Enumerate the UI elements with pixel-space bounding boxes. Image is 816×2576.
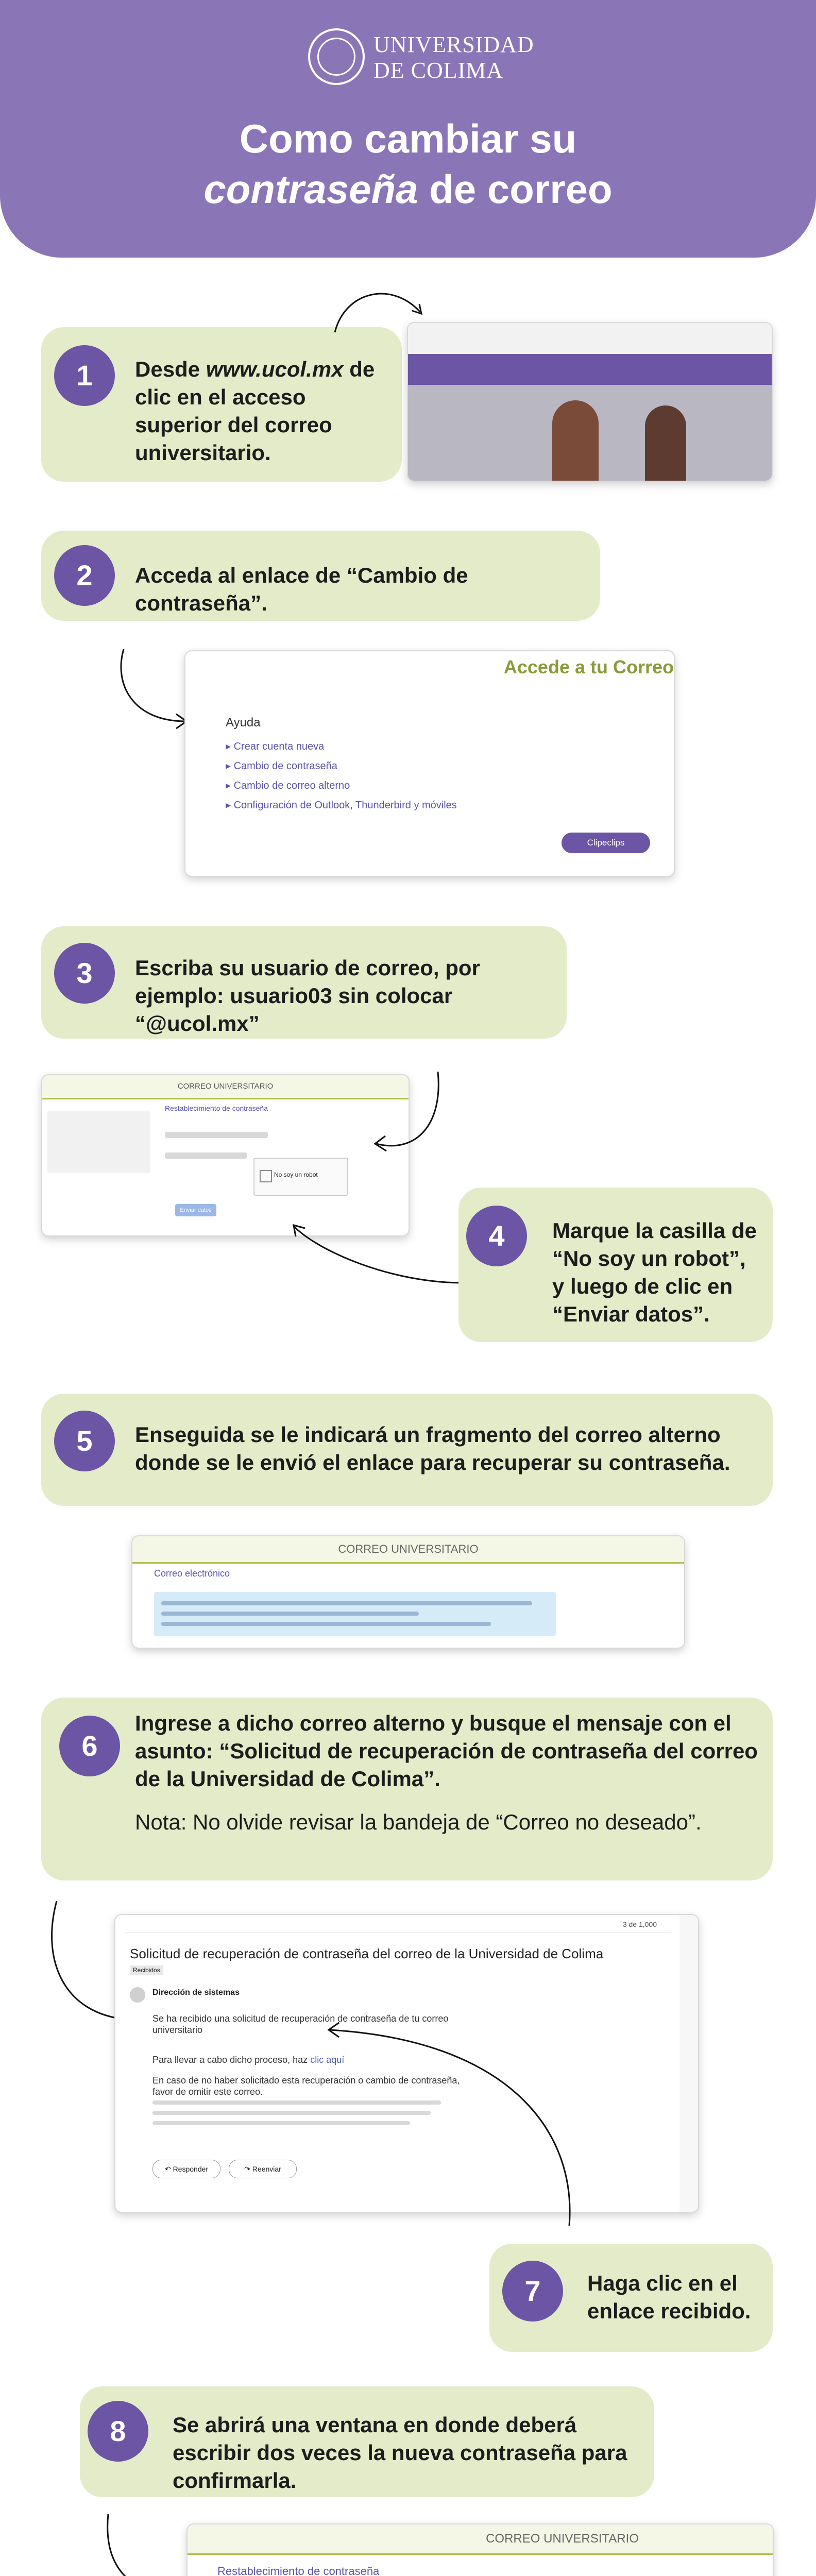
step-4-number: 4	[466, 1206, 527, 1266]
login-heading: Accede a tu Correo	[503, 656, 674, 677]
step-6-number: 6	[59, 1716, 120, 1776]
email-sender: Dirección de sistemas	[152, 1988, 240, 1997]
step-7-arrow	[309, 1999, 577, 2241]
new-password-screenshot	[186, 2523, 774, 2576]
forward-button[interactable]: ↷ Reenviar	[229, 2160, 297, 2178]
step-5-text: Enseguida se le indicará un fragmento del correo alterno donde se le envió el enlace para recuperar su contraseña.	[135, 1422, 730, 1475]
step-3-4-arrow	[288, 1066, 453, 1283]
reset-panel-title: Restablecimiento de contraseña	[165, 1104, 268, 1112]
link-cambio-contrasena[interactable]: ▸ Cambio de contraseña	[226, 760, 337, 772]
alt-email-section: Correo electrónico	[154, 1568, 230, 1579]
sender-avatar	[130, 1987, 145, 2003]
shot3-send-button[interactable]: Enviar datos	[175, 1204, 216, 1216]
link-configuracion[interactable]: ▸ Configuración de Outlook, Thunderbird y móviles	[226, 800, 457, 811]
step-1-text: Desde www.ucol.mx de clic en el acceso superior del correo universitario.	[135, 357, 375, 465]
reply-button[interactable]: ↶ Responder	[152, 2160, 220, 2178]
step-2-arrow	[113, 644, 196, 732]
step-3-text: Escriba su usuario de correo, por ejemplo: usuario03 sin colocar “@ucol.mx”	[135, 956, 480, 1036]
step-7-number: 7	[502, 2261, 563, 2321]
step-1-number: 1	[54, 345, 115, 406]
university-seal-icon	[308, 28, 365, 85]
help-title: Ayuda	[226, 716, 261, 730]
email-subject: Solicitud de recuperación de contraseña del correo de la Universidad de Colima	[130, 1946, 604, 1961]
step-2-number: 2	[54, 545, 115, 606]
step-8-arrow	[98, 2509, 201, 2576]
ucol-homepage-screenshot	[407, 322, 773, 482]
alt-email-info-box	[154, 1592, 556, 1636]
captcha-box[interactable]: No soy un robot	[253, 1158, 348, 1196]
university-logo-text: UNIVERSIDAD DE COLIMA	[373, 32, 534, 83]
link-cambio-correo-alterno[interactable]: ▸ Cambio de correo alterno	[226, 780, 350, 791]
step-5-number: 5	[54, 1411, 115, 1471]
reset-form-bar: CORREO UNIVERSITARIO	[42, 1075, 409, 1099]
email-body: Se ha recibido una solicitud de recuperación de contraseña de tu correo universitario Para llevar a cabo dicho proceso, haz clic aquí En caso de no haber solicitado esta recuperación o cambio de contraseña, favor de omitir este correo.	[152, 2013, 460, 2097]
step-6-text: Ingrese a dicho correo alterno y busque el mensaje con el asunto: “Solicitud de recuperación de contraseña del correo de la Universidad de Colima”. Nota: No olvide revisar la bandeja de “Correo no deseado”.	[135, 1711, 758, 1834]
login-help-screenshot	[184, 650, 675, 877]
step-3-number: 3	[54, 943, 115, 1004]
new-password-section: Restablecimiento de contraseña	[217, 2565, 380, 2576]
page-title: Como cambiar su contraseña de correo	[203, 116, 613, 212]
alt-email-bar: CORREO UNIVERSITARIO	[132, 1536, 684, 1564]
email-reset-link[interactable]: clic aquí	[310, 2055, 345, 2065]
help-links	[226, 737, 457, 815]
step-7-text: Haga clic en el enlace recibido.	[587, 2271, 751, 2323]
step-8-number: 8	[88, 2401, 148, 2462]
step-4-text: Marque la casilla de “No soy un robot”, y luego de clic en “Enviar datos”.	[552, 1218, 757, 1326]
clipeclips-button[interactable]: Clipeclips	[562, 833, 650, 853]
step-2-text: Acceda al enlace de “Cambio de contraseña”.	[135, 563, 468, 615]
email-counter: 3 de 1,000	[622, 1920, 657, 1928]
link-crear-cuenta[interactable]: ▸ Crear cuenta nueva	[226, 741, 325, 752]
alt-email-screenshot	[131, 1535, 685, 1649]
step-8-text: Se abrirá una ventana en donde deberá escribir dos veces la nueva contraseña para confirmarla.	[173, 2413, 627, 2493]
new-password-bar: CORREO UNIVERSITARIO	[188, 2524, 773, 2555]
email-tag: Recibidos	[130, 1965, 163, 1975]
